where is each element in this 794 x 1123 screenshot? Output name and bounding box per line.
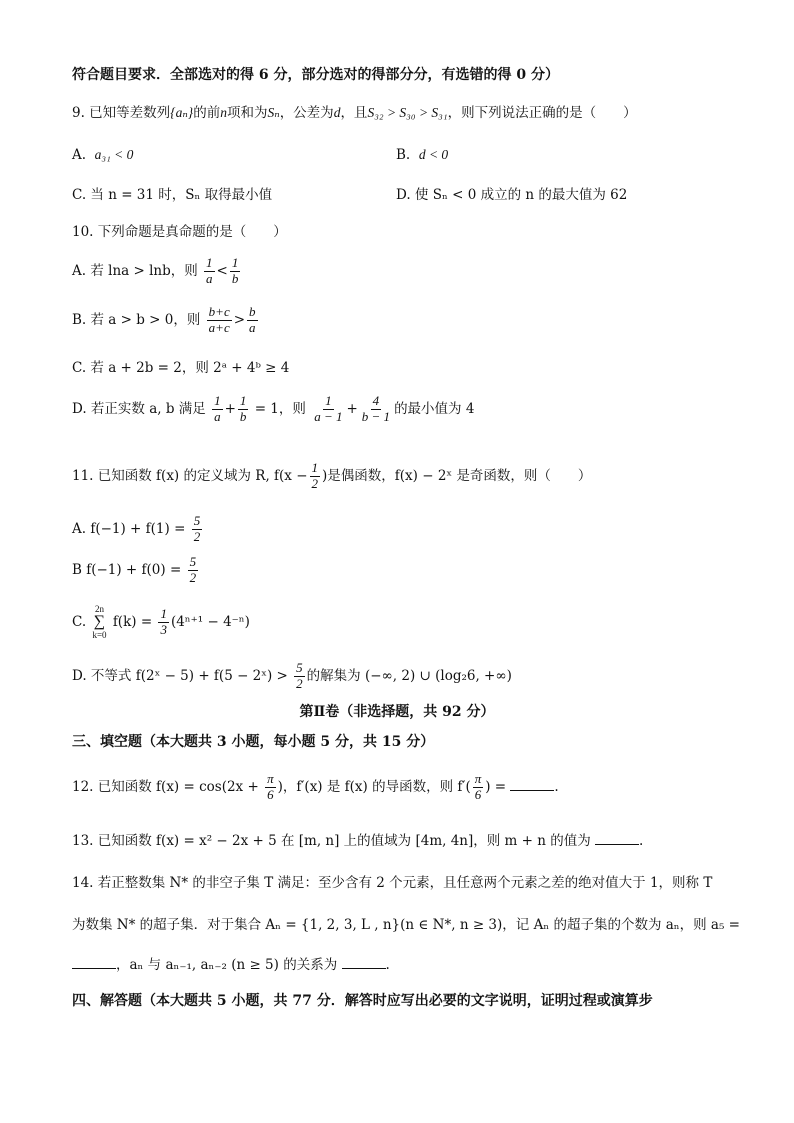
answer-blank[interactable] bbox=[510, 780, 554, 791]
instruction-line: 符合题目要求．全部选对的得 6 分，部分选对的得部分分，有选错的得 0 分） bbox=[72, 67, 559, 83]
fraction bbox=[360, 394, 392, 425]
q12-text: 12. 已知函数 f(x) = cos(2x + bbox=[72, 778, 259, 795]
numerator: b bbox=[249, 304, 256, 319]
fraction bbox=[238, 394, 249, 425]
q9-text: 9. 已知等差数列 bbox=[72, 105, 171, 121]
section-3-heading: 三、填空题（本大题共 3 小题，每小题 5 分，共 15 分） bbox=[72, 734, 435, 750]
question-13 bbox=[72, 834, 643, 849]
q9-text: 项和为 bbox=[226, 105, 268, 121]
denominator: 6 bbox=[474, 786, 482, 802]
q10-option-d bbox=[72, 394, 474, 425]
part-2-title: 第Ⅱ卷（非选择题，共 92 分） bbox=[299, 704, 495, 720]
q9-option-d: D. 使 Sₙ < 0 成立的 n 的最大值为 62 bbox=[396, 187, 628, 203]
fraction bbox=[158, 607, 169, 638]
q11-option-a bbox=[72, 514, 204, 545]
denominator: 2 bbox=[193, 528, 201, 544]
answer-blank[interactable] bbox=[342, 958, 386, 969]
denominator: b bbox=[231, 270, 239, 286]
relation: > bbox=[233, 311, 246, 328]
numerator: 1 bbox=[206, 255, 213, 270]
numerator: 4 bbox=[372, 393, 380, 408]
option-text: B f(−1) + f(0) = bbox=[72, 561, 182, 578]
denominator: b bbox=[239, 408, 247, 424]
question-10-stem: 10. 下列命题是真命题的是（ ） bbox=[72, 224, 287, 240]
q11-paren: ) bbox=[322, 467, 328, 484]
option-text: f(k) = bbox=[112, 613, 153, 630]
numerator: 5 bbox=[193, 513, 201, 528]
q12-text: ) = bbox=[485, 778, 507, 795]
q9-text: ，则下列说法正确的是（ ） bbox=[447, 105, 637, 121]
q9-option-b bbox=[396, 148, 448, 163]
operator: + bbox=[346, 400, 358, 417]
q9-text: ，且 bbox=[340, 105, 368, 121]
q13-text: 13. 已知函数 f(x) = x² − 2x + 5 在 [m, n] 上的值域为 [4m, 4n]，则 m + n 的值为 bbox=[72, 833, 591, 849]
q9-condition: S₃₂ > S₃₀ > S₃₁ bbox=[367, 105, 448, 120]
q11-text: 是偶函数，f(x) − 2ˣ 是奇函数，则（ ） bbox=[327, 467, 592, 484]
fraction bbox=[230, 256, 241, 287]
operator: + bbox=[224, 400, 236, 417]
fraction bbox=[310, 461, 321, 492]
fraction bbox=[188, 555, 199, 586]
numerator: 5 bbox=[296, 660, 303, 675]
q10-option-c: C. 若 a + 2b = 2，则 2ᵃ + 4ᵇ ≥ 4 bbox=[72, 360, 290, 376]
question-11-stem bbox=[72, 461, 591, 492]
denominator: a bbox=[214, 408, 221, 424]
fraction bbox=[473, 772, 484, 803]
fraction bbox=[207, 305, 232, 336]
q11-option-c bbox=[72, 604, 250, 641]
answer-blank[interactable] bbox=[72, 958, 116, 969]
q14-text: ，aₙ 与 aₙ₋₁, aₙ₋₂ (n ≥ 5) 的关系为 bbox=[116, 957, 338, 973]
numerator: π bbox=[267, 771, 274, 786]
denominator: a − 1 bbox=[314, 408, 343, 424]
denominator: 3 bbox=[160, 621, 167, 637]
option-text: = 1，则 bbox=[254, 400, 306, 417]
q9-sequence: {aₙ} bbox=[170, 105, 194, 120]
q9-option-a bbox=[72, 148, 133, 163]
option-text: A. f(−1) + f(1) = bbox=[72, 520, 186, 537]
option-expr: d < 0 bbox=[418, 147, 449, 162]
question-14-line-3 bbox=[72, 958, 390, 973]
summation bbox=[92, 604, 106, 641]
q12-end: . bbox=[554, 778, 559, 795]
denominator: 6 bbox=[267, 786, 274, 802]
denominator: 2 bbox=[189, 569, 197, 585]
q10-option-b bbox=[72, 305, 260, 336]
option-text: D. 若正实数 a, b 满足 bbox=[72, 400, 206, 417]
sum-lower: k=0 bbox=[92, 630, 107, 641]
option-label: C. bbox=[72, 613, 87, 630]
q9-d: d bbox=[333, 105, 341, 120]
fraction bbox=[212, 394, 223, 425]
option-text: 的最小值为 4 bbox=[394, 400, 475, 417]
option-text: B. 若 a > b > 0，则 bbox=[72, 311, 201, 328]
numerator: 1 bbox=[214, 393, 221, 408]
fraction bbox=[247, 305, 258, 336]
q14-end: . bbox=[385, 957, 390, 973]
q10-option-a bbox=[72, 256, 242, 287]
q9-text: ，公差为 bbox=[279, 105, 334, 121]
section-4-heading: 四、解答题（本大题共 5 小题，共 77 分．解答时应写出必要的文字说明，证明过程或演算步 bbox=[72, 993, 653, 1009]
q9-sn: Sₙ bbox=[267, 105, 280, 120]
option-expr: a₃₁ < 0 bbox=[94, 147, 134, 162]
q11-text: 11. 已知函数 f(x) 的定义域为 R, f bbox=[72, 467, 280, 484]
denominator: a bbox=[249, 319, 256, 335]
numerator: 1 bbox=[231, 255, 239, 270]
numerator: b+c bbox=[208, 304, 230, 319]
answer-blank[interactable] bbox=[595, 834, 639, 845]
question-14-line-1: 14. 若正整数集 N* 的非空子集 T 满足：至少含有 2 个元素，且任意两个元素之差的绝对值大于 1，则称 T bbox=[72, 875, 713, 891]
q12-text: )，f′(x) 是 f(x) 的导函数，则 f′( bbox=[277, 778, 471, 795]
numerator: 1 bbox=[239, 393, 247, 408]
option-label: A. bbox=[72, 147, 87, 163]
option-text: (4ⁿ⁺¹ − 4⁻ⁿ) bbox=[170, 613, 250, 630]
fraction bbox=[192, 514, 203, 545]
numerator: 1 bbox=[325, 393, 332, 408]
q11-option-b bbox=[72, 555, 200, 586]
question-14-line-2: 为数集 N* 的超子集．对于集合 Aₙ = {1, 2, 3, L , n}(n ∈ N*, n ≥ 3)，记 Aₙ 的超子集的个数为 aₙ，则 a₅ = bbox=[72, 917, 740, 933]
denominator: b − 1 bbox=[361, 408, 391, 424]
denominator: 2 bbox=[296, 675, 303, 691]
q11-paren: (x − bbox=[279, 467, 308, 484]
q13-end: . bbox=[639, 833, 644, 849]
sum-upper: 2n bbox=[94, 604, 104, 614]
option-label: B. bbox=[396, 147, 411, 163]
q9-text: 的前 bbox=[193, 105, 221, 121]
numerator: 5 bbox=[189, 554, 197, 569]
relation: < bbox=[216, 262, 228, 279]
option-text: D. 不等式 f(2ˣ − 5) + f(5 − 2ˣ) > bbox=[72, 667, 288, 684]
option-text: 的解集为 (−∞, 2) ∪ (log₂6, +∞) bbox=[306, 667, 512, 684]
fraction bbox=[294, 661, 305, 692]
sum-symbol: ∑ bbox=[93, 613, 106, 631]
q11-option-d bbox=[72, 661, 512, 692]
q9-option-c: C. 当 n = 31 时，Sₙ 取得最小值 bbox=[72, 187, 273, 203]
question-9-stem bbox=[72, 106, 637, 121]
fraction bbox=[204, 256, 215, 287]
q9-n: n bbox=[220, 105, 227, 120]
fraction bbox=[265, 772, 276, 803]
numerator: π bbox=[474, 771, 482, 786]
numerator: 1 bbox=[311, 460, 319, 475]
numerator: 1 bbox=[160, 605, 167, 621]
fraction bbox=[312, 394, 344, 425]
denominator: a bbox=[206, 270, 213, 286]
denominator: a+c bbox=[208, 319, 230, 335]
denominator: 2 bbox=[311, 475, 319, 491]
option-text: A. 若 lna > lnb，则 bbox=[72, 262, 198, 279]
question-12 bbox=[72, 772, 559, 803]
